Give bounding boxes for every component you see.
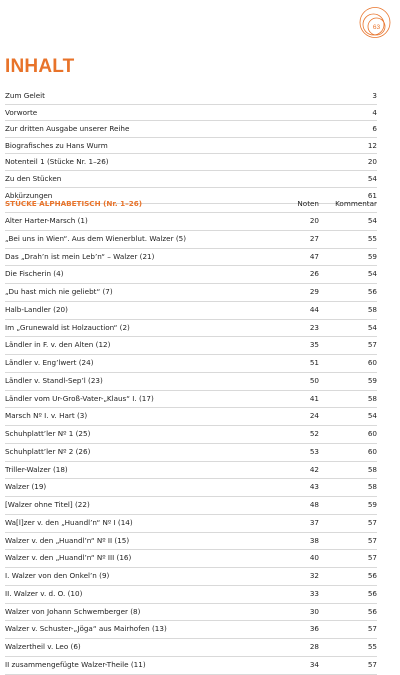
toc-entry-page: 61 <box>367 190 377 200</box>
piece-kommentar-page: 56 <box>367 588 377 598</box>
piece-title: Die Fischerin (4) <box>5 269 64 279</box>
piece-title: Im „Grunewald ist Holzauction“ (2) <box>5 322 130 332</box>
piece-row <box>5 462 377 480</box>
piece-noten-page: 38 <box>309 535 319 545</box>
piece-noten-page: 43 <box>309 482 319 492</box>
piece-title: Ländler v. Eng’lwert (24) <box>5 358 94 367</box>
piece-kommentar-page: 57 <box>367 659 377 669</box>
piece-kommentar-page: 58 <box>367 464 377 474</box>
piece-row <box>5 302 377 320</box>
piece-title: Walzer v. den „Huandl’n“ Nº III (16) <box>5 553 132 563</box>
circle-ornament-icon <box>358 6 398 46</box>
piece-title: Walzer v. den „Huandl’n“ Nº II (15) <box>5 535 130 545</box>
piece-kommentar-page: 59 <box>367 375 377 385</box>
piece-noten-page: 29 <box>309 287 319 296</box>
piece-title: Wa[l]zer v. den „Huandl’n“ Nº I (14) <box>5 517 133 527</box>
piece-row <box>5 550 377 568</box>
piece-noten-page: 20 <box>309 216 319 225</box>
piece-kommentar-page: 57 <box>367 535 377 545</box>
piece-noten-page: 53 <box>309 446 319 456</box>
piece-title: II zusammengefügte Walzer-Theile (11) <box>5 659 146 669</box>
piece-title: Das „Drah’n ist mein Leb’n“ – Walzer (21) <box>5 251 155 261</box>
piece-title: Alter Harter-Marsch (1) <box>5 216 88 225</box>
piece-kommentar-page: 54 <box>367 269 377 279</box>
piece-title: I. Walzer von den Onkel’n (9) <box>5 571 110 580</box>
toc-entry <box>5 171 377 188</box>
toc-entry <box>5 105 377 122</box>
piece-noten-page: 23 <box>309 322 319 332</box>
piece-row <box>5 621 377 639</box>
toc-entry-page: 20 <box>367 157 377 167</box>
piece-row <box>5 426 377 444</box>
piece-title: Walzer von Johann Schwemberger (8) <box>5 606 141 616</box>
piece-noten-page: 51 <box>309 358 319 367</box>
piece-title: Ländler v. Standl-Sep’l (23) <box>5 375 103 385</box>
toc-entry <box>5 88 377 105</box>
piece-row <box>5 444 377 462</box>
piece-row <box>5 231 377 249</box>
piece-noten-page: 36 <box>309 624 319 634</box>
toc-entry <box>5 138 377 155</box>
toc-entry-title: Vorworte <box>5 107 38 117</box>
page-number: 63 <box>372 24 381 31</box>
piece-row <box>5 320 377 338</box>
table-of-contents <box>5 88 377 204</box>
piece-kommentar-page: 57 <box>367 340 377 350</box>
section-title: STÜCKE ALPHABETISCH (Nr. 1–26) <box>5 199 143 208</box>
piece-title: Ländler in F. v. den Alten (12) <box>5 340 111 350</box>
toc-entry-title: Notenteil 1 (Stücke Nr. 1–26) <box>5 157 109 167</box>
toc-entry-page: 6 <box>372 124 377 134</box>
piece-row <box>5 515 377 533</box>
column-header-noten: Noten <box>297 199 319 208</box>
piece-title: Schuhplatt’ler Nº 2 (26) <box>5 446 91 456</box>
piece-kommentar-page: 56 <box>367 571 377 580</box>
piece-kommentar-page: 60 <box>367 429 377 438</box>
alphabetical-index-header <box>5 196 377 213</box>
piece-row <box>5 533 377 551</box>
piece-title: [Walzer ohne Titel] (22) <box>5 500 90 509</box>
piece-row <box>5 408 377 426</box>
piece-title: „Du hast mich nie geliebt“ (7) <box>5 287 113 296</box>
piece-row <box>5 604 377 622</box>
alphabetical-index <box>5 196 377 675</box>
piece-noten-page: 30 <box>309 606 319 616</box>
piece-kommentar-page: 58 <box>367 482 377 492</box>
piece-noten-page: 48 <box>309 500 319 509</box>
piece-row <box>5 213 377 231</box>
piece-kommentar-page: 56 <box>367 606 377 616</box>
piece-noten-page: 37 <box>309 517 319 527</box>
piece-kommentar-page: 58 <box>367 304 377 314</box>
toc-entry-title: Zum Geleit <box>5 91 45 100</box>
piece-title: Triller-Walzer (18) <box>5 464 68 474</box>
piece-row <box>5 355 377 373</box>
piece-row <box>5 337 377 355</box>
toc-entry-page: 12 <box>367 140 377 150</box>
piece-kommentar-page: 54 <box>367 411 377 421</box>
piece-noten-page: 44 <box>309 304 319 314</box>
piece-title: Walzertheil v. Leo (6) <box>5 642 81 651</box>
piece-title: II. Walzer v. d. O. (10) <box>5 588 83 598</box>
toc-entry-page: 4 <box>372 107 377 117</box>
piece-noten-page: 42 <box>309 464 319 474</box>
piece-kommentar-page: 57 <box>367 553 377 563</box>
piece-title: Walzer (19) <box>5 482 47 492</box>
piece-noten-page: 26 <box>309 269 319 279</box>
piece-row <box>5 568 377 586</box>
piece-kommentar-page: 57 <box>367 624 377 634</box>
piece-kommentar-page: 58 <box>367 393 377 403</box>
piece-row <box>5 284 377 302</box>
piece-kommentar-page: 55 <box>367 233 377 243</box>
piece-noten-page: 28 <box>309 642 319 651</box>
piece-title: Halb-Landler (20) <box>5 304 68 314</box>
toc-entry-title: Biografisches zu Hans Wurm <box>5 140 108 150</box>
piece-row <box>5 266 377 284</box>
piece-row <box>5 657 377 675</box>
piece-noten-page: 34 <box>309 659 319 669</box>
piece-row <box>5 373 377 391</box>
toc-entry-title: Abkürzungen <box>5 190 53 200</box>
piece-kommentar-page: 59 <box>367 251 377 261</box>
piece-row <box>5 479 377 497</box>
piece-row <box>5 586 377 604</box>
piece-noten-page: 35 <box>309 340 319 350</box>
piece-noten-page: 27 <box>309 233 319 243</box>
piece-row <box>5 249 377 267</box>
piece-noten-page: 24 <box>309 411 319 421</box>
piece-noten-page: 40 <box>309 553 319 563</box>
piece-noten-page: 47 <box>309 251 319 261</box>
toc-entry-title: Zu den Stücken <box>5 173 62 183</box>
piece-kommentar-page: 60 <box>367 358 377 367</box>
piece-row <box>5 391 377 409</box>
piece-title: „Bei uns in Wien“. Aus dem Wienerblut. Walzer (5) <box>5 233 187 243</box>
piece-kommentar-page: 59 <box>367 500 377 509</box>
column-header-kommentar: Kommentar <box>335 199 377 208</box>
piece-kommentar-page: 54 <box>367 216 377 225</box>
piece-noten-page: 32 <box>309 571 319 580</box>
piece-title: Schuhplatt’ler Nº 1 (25) <box>5 429 91 438</box>
toc-entry-title: Zur dritten Ausgabe unserer Reihe <box>5 124 130 134</box>
piece-noten-page: 50 <box>309 375 319 385</box>
page-title: INHALT <box>5 56 75 77</box>
toc-entry-page: 3 <box>372 91 377 100</box>
page-number-badge <box>358 6 398 46</box>
piece-title: Walzer v. Schuster-„Jöga“ aus Mairhofen (13) <box>5 624 167 634</box>
piece-noten-page: 33 <box>309 588 319 598</box>
piece-noten-page: 52 <box>309 429 319 438</box>
toc-entry-page: 54 <box>367 173 377 183</box>
piece-row <box>5 497 377 515</box>
piece-kommentar-page: 60 <box>367 446 377 456</box>
piece-kommentar-page: 56 <box>367 287 377 296</box>
piece-kommentar-page: 57 <box>367 517 377 527</box>
toc-entry <box>5 121 377 138</box>
alphabetical-index-rows <box>5 213 377 675</box>
piece-kommentar-page: 55 <box>367 642 377 651</box>
piece-row <box>5 639 377 657</box>
piece-title: Ländler vom Ur-Groß-Vater-„Klaus“ I. (17) <box>5 393 154 403</box>
piece-title: Marsch Nº I. v. Hart (3) <box>5 411 88 421</box>
piece-kommentar-page: 54 <box>367 322 377 332</box>
piece-noten-page: 41 <box>309 393 319 403</box>
toc-entry <box>5 154 377 171</box>
